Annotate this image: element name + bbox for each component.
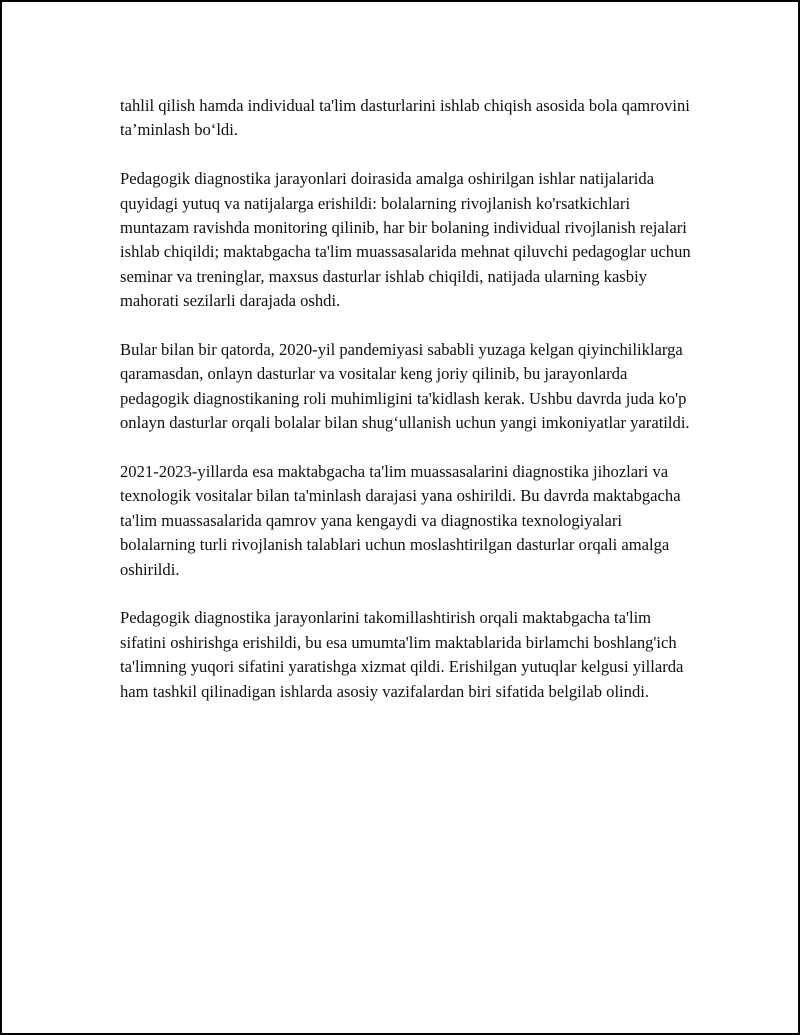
paragraph: Pedagogik diagnostika jarayonlari doirasida amalga oshirilgan ishlar natijalarida quyidagi yutuq va natijalarga erishildi: bolalarning rivojlanish ko'rsatkichlari muntazam ravishda monitoring qilinib, har bir bolaning individual rivojlanish rejalari ishlab chiqildi; maktabgacha ta'lim muassasalarida mehnat qiluvchi pedagoglar uchun seminar va treninglar, maxsus dasturlar ishlab chiqildi, natijada ularning kasbiy mahorati sezilarli darajada oshdi. xyxy=(120,169,691,311)
document-body xyxy=(120,94,695,728)
paragraph: 2021-2023-yillarda esa maktabgacha ta'lim muassasalarini diagnostika jihozlari va texnologik vositalar bilan ta'minlash darajasi yana oshirildi. Bu davrda maktabgacha ta'lim muassasalarida qamrov yana kengaydi va diagnostika texnologiyalari bolalarning turli rivojlanish talablari uchun moslashtirilgan dasturlar orqali amalga oshirildi. xyxy=(120,462,681,579)
paragraph: Pedagogik diagnostika jarayonlarini takomillashtirish orqali maktabgacha ta'lim sifatini oshirishga erishildi, bu esa umumta'lim maktablarida birlamchi boshlang'ich ta'limning yuqori sifatini yaratishga xizmat qildi. Erishilgan yutuqlar kelgusi yillarda ham tashkil qilinadigan ishlarda asosiy vazifalardan biri sifatida belgilab olindi. xyxy=(120,608,684,701)
paragraph: tahlil qilish hamda individual ta'lim dasturlarini ishlab chiqish asosida bola qamrovini ta’minlash bo‘ldi. xyxy=(120,96,690,140)
paragraph: Bular bilan bir qatorda, 2020-yil pandemiyasi sababli yuzaga kelgan qiyinchiliklarga qaramasdan, onlayn dasturlar va vositalar keng joriy qilinib, bu jarayonlarda pedagogik diagnostikaning roli muhimligini ta'kidlash kerak. Ushbu davrda juda ko'p onlayn dasturlar orqali bolalar bilan shug‘ullanish uchun yangi imkoniyatlar yaratildi. xyxy=(120,340,690,433)
